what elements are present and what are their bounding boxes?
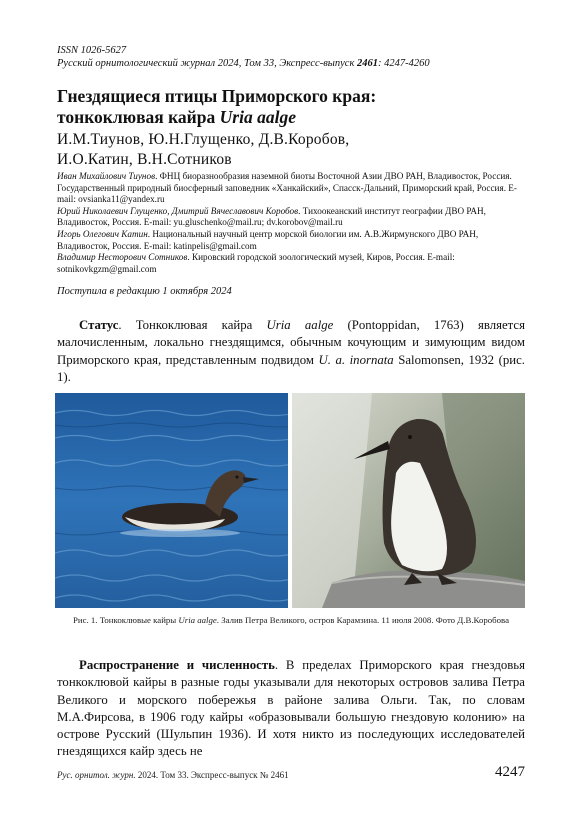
affiliation-names: Владимир Несторович Сотников <box>57 252 188 263</box>
affiliation-names: Юрий Николаевич Глущенко, Дмитрий Вячеславович Коробов <box>57 205 299 216</box>
title-species: Uria aalge <box>219 107 296 127</box>
article-title <box>57 86 527 128</box>
running-footer <box>57 770 289 780</box>
issue-number: 2461 <box>357 58 378 69</box>
swimming-guillemot-image <box>55 393 288 608</box>
affiliation-names: Иван Михайлович Тиунов <box>57 171 156 181</box>
affiliation-text: . Национальный научный центр морской биологии им. А.В.Жирмунского ДВО РАН, Владивосток, Россия. E-mail: katinpelis@gmail.com <box>57 228 479 251</box>
title-line-2: тонкоклювая кайра <box>57 107 220 127</box>
distribution-paragraph <box>57 657 525 761</box>
caption-rest: . Залив Петра Великого, остров Карамзина. 11 июля 2008. Фото Д.В.Коробова <box>216 615 509 625</box>
status-paragraph <box>57 317 525 386</box>
affiliation-4 <box>57 252 527 275</box>
distribution-text: . В пределах Приморского края гнездовья тонкоклювой кайры в разные годы указывали для некоторых островов залива Петра Великого и морского побережья в районе залива Ольги. Так, по словам М.А.Фирсова, в 1906 году кайры «образовывали большую гнездовую колонию» на острове Русский (Шульпин 1936). И хотя никто из последующих исследователей гнездящихся кайр здесь не <box>57 658 525 759</box>
caption-prefix: Рис. 1. Тонкоклювые кайры <box>73 615 179 625</box>
received-date: Поступила в редакцию 1 октября 2024 <box>57 286 232 297</box>
footer-journal: Рус. орнитол. журн. <box>57 770 136 780</box>
journal-prefix: Русский орнитологический журнал 2024, Том 33, Экспресс-выпуск <box>57 58 357 69</box>
journal-citation <box>57 57 537 70</box>
photo-swimming-guillemot <box>55 393 288 608</box>
caption-species: Uria aalge <box>178 615 217 625</box>
issn: ISSN 1026-5627 <box>57 45 127 56</box>
affiliation-text: . Кировский городской зоологический музей, Киров, Россия. E-mail: sotnikovkgzm@gmail.com <box>57 252 455 274</box>
affiliation-names: Игорь Олегович Катин <box>57 228 148 239</box>
author-list <box>57 130 527 170</box>
authors-line-2: И.О.Катин, В.Н.Сотников <box>57 151 232 168</box>
title-line-1: Гнездящиеся птицы Приморского края: <box>57 86 377 106</box>
status-text-2: (Pontoppidan, 1763) является малочисленным, локально гнездящимся, обычным кочующим и зимующим видом Приморского края, представленным подвидом <box>57 318 525 367</box>
affiliation-text: . ФНЦ биоразнообразия наземной биоты Восточной Азии ДВО РАН, Владивосток, Россия. Государственный природный биосферный заповедник «Ханкайский», Спасск-Дальний, Приморский край, Россия. E-mail: ovsianka11@yandex.ru <box>57 171 517 205</box>
status-text-3: Salomonsen, 1932 (рис. 1). <box>57 352 525 384</box>
affiliation-1 <box>57 171 527 206</box>
journal-header <box>57 44 537 70</box>
authors-line-1: И.М.Тиунов, Ю.Н.Глущенко, Д.В.Коробов, <box>57 131 350 148</box>
status-heading: Статус <box>79 318 119 332</box>
affiliations <box>57 171 527 275</box>
footer-issue: 2024. Том 33. Экспресс-выпуск № 2461 <box>135 770 289 780</box>
status-text-1: . Тонкоклювая кайра <box>118 318 267 332</box>
page-range: : 4247-4260 <box>378 58 430 69</box>
photo-standing-guillemot <box>292 393 525 608</box>
affiliation-3 <box>57 229 527 252</box>
distribution-heading: Распространение и численность <box>79 658 275 672</box>
affiliation-2 <box>57 206 527 229</box>
figure-caption <box>57 615 525 627</box>
standing-guillemot-image <box>292 393 525 608</box>
status-species: Uria aalge <box>266 318 334 332</box>
status-subspecies: U. a. inornata <box>318 352 394 367</box>
affiliation-text: . Тихоокеанский институт географии ДВО РАН, Владивосток, Россия. E-mail: yu.gluschenko@mail.ru; dv.korobov@mail.ru <box>57 205 486 228</box>
page-number: 4247 <box>495 764 525 780</box>
